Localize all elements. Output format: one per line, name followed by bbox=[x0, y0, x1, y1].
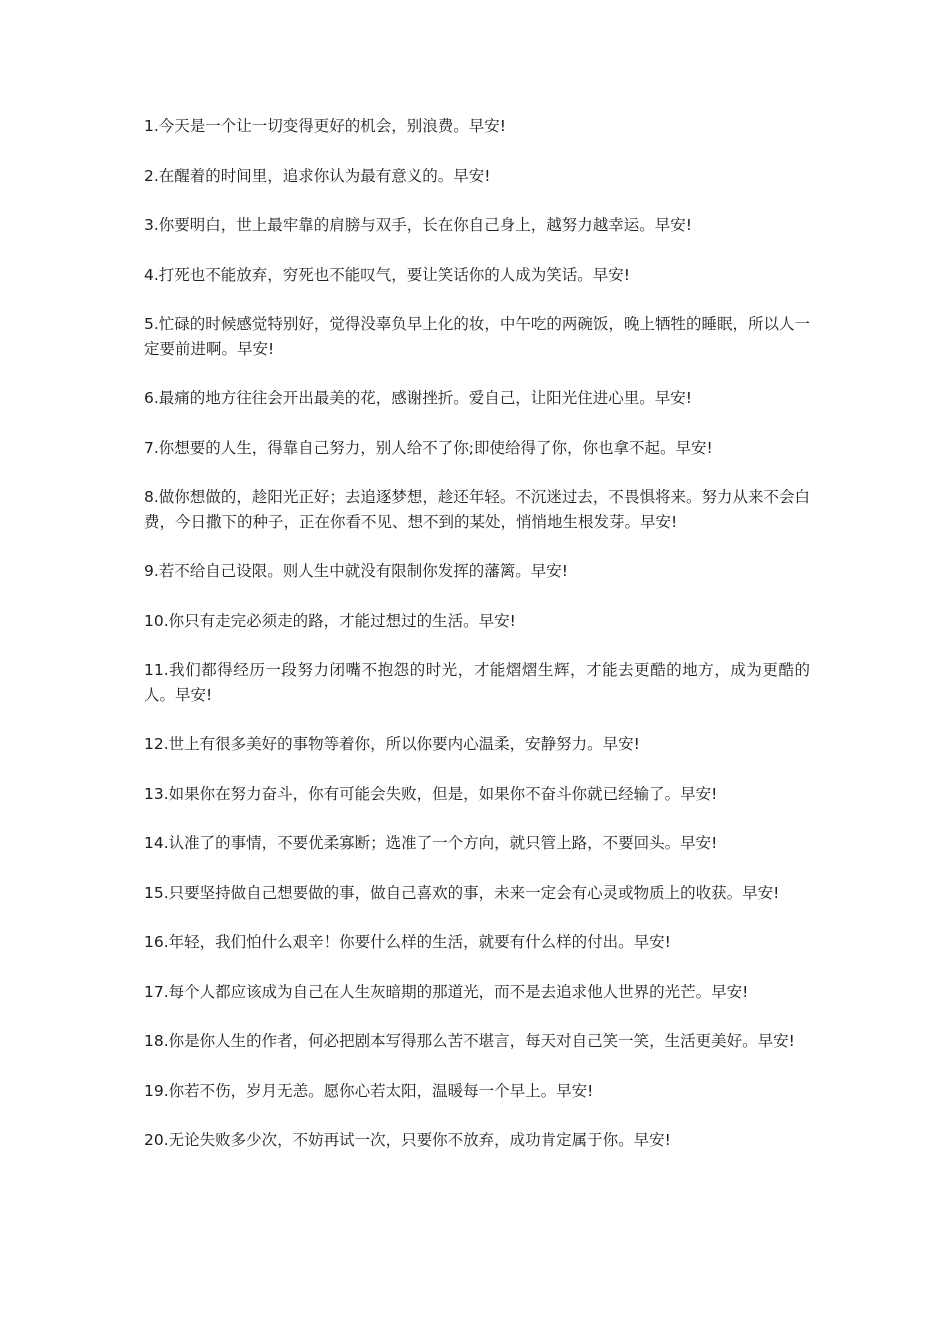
paragraph-15: 15.只要坚持做自己想要做的事，做自己喜欢的事，未来一定会有心灵或物质上的收获。早安! bbox=[144, 883, 780, 902]
paragraph-11: 11.我们都得经历一段努力闭嘴不抱怨的时光，才能熠熠生辉，才能去更酷的地方，成为更酷的人。早安! bbox=[144, 661, 810, 704]
paragraph-20: 20.无论失败多少次，不妨再试一次，只要你不放弃，成功肯定属于你。早安! bbox=[144, 1131, 671, 1149]
paragraph-1: 1.今天是一个让一切变得更好的机会，别浪费。早安! bbox=[144, 117, 507, 135]
paragraph-8: 8.做你想做的，趁阳光正好；去追逐梦想，趁还年轻。不沉迷过去，不畏惧将来。努力从来不会白费，今日撒下的种子，正在你看不见、想不到的某处，悄悄地生根发芽。早安! bbox=[144, 488, 810, 531]
paragraph-16: 16.年轻，我们怕什么艰辛！你要什么样的生活，就要有什么样的付出。早安! bbox=[144, 933, 671, 951]
paragraph-10: 10.你只有走完必须走的路，才能过想过的生活。早安! bbox=[144, 611, 516, 630]
paragraph-4: 4.打死也不能放弃，穷死也不能叹气，要让笑话你的人成为笑话。早安! bbox=[144, 265, 631, 284]
paragraph-9: 9.若不给自己设限。则人生中就没有限制你发挥的藩篱。早安! bbox=[144, 562, 569, 580]
paragraph-17: 17.每个人都应该成为自己在人生灰暗期的那道光，而不是去追求他人世界的光芒。早安! bbox=[144, 982, 749, 1001]
paragraph-14: 14.认准了的事情，不要优柔寡断；选准了一个方向，就只管上路，不要回头。早安! bbox=[144, 834, 718, 852]
paragraph-6: 6.最痛的地方往往会开出最美的花，感谢挫折。爱自己，让阳光住进心里。早安! bbox=[144, 389, 693, 407]
paragraph-5: 5.忙碌的时候感觉特别好，觉得没辜负早上化的妆，中午吃的两碗饭，晚上牺牲的睡眠，所以人一定要前进啊。早安! bbox=[144, 315, 810, 358]
document-body bbox=[144, 114, 810, 1178]
paragraph-19: 19.你若不伤，岁月无恙。愿你心若太阳，温暖每一个早上。早安! bbox=[144, 1081, 594, 1100]
paragraph-3: 3.你要明白，世上最牢靠的肩膀与双手，长在你自己身上，越努力越幸运。早安! bbox=[144, 216, 693, 234]
paragraph-13: 13.如果你在努力奋斗，你有可能会失败，但是，如果你不奋斗你就已经输了。早安! bbox=[144, 784, 718, 803]
paragraph-2: 2.在醒着的时间里，追求你认为最有意义的。早安! bbox=[144, 166, 491, 185]
paragraph-18: 18.你是你人生的作者，何必把剧本写得那么苦不堪言，每天对自己笑一笑，生活更美好。早安! bbox=[144, 1032, 795, 1050]
paragraph-12: 12.世上有很多美好的事物等着你，所以你要内心温柔，安静努力。早安! bbox=[144, 735, 640, 753]
paragraph-7: 7.你想要的人生，得靠自己努力，别人给不了你;即使给得了你，你也拿不起。早安! bbox=[144, 438, 713, 457]
